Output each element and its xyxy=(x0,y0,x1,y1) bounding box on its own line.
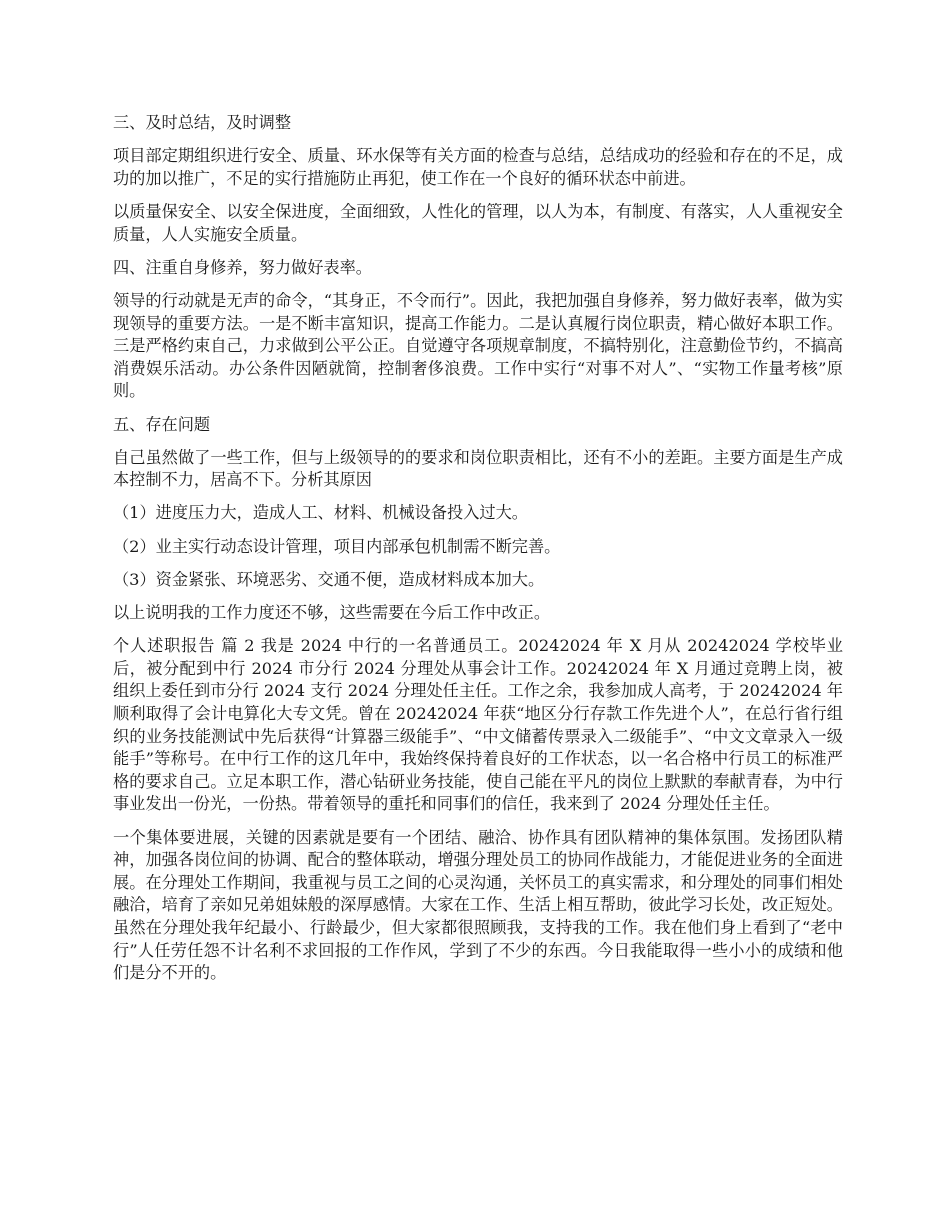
list-item: （1）进度压力大，造成人工、材料、机械设备投入过大。 xyxy=(113,503,528,523)
body-paragraph: 自己虽然做了一些工作，但与上级领导的的要求和岗位职责相比，还有不小的差距。主要方面是生产成本控制不力，居高不下。分析其原因 xyxy=(113,447,843,490)
document-page xyxy=(113,112,843,995)
body-paragraph: 一个集体要进展，关键的因素就是要有一个团结、融洽、协作具有团队精神的集体氛围。发扬团队精神，加强各岗位间的协调、配合的整体联动，增强分理处员工的协同作战能力，才能促进业务的全面进展。在分理处工作期间，我重视与员工之间的心灵沟通，关怀员工的真实需求，和分理处的同事们相处融洽，培育了亲如兄弟姐妹般的深厚感情。大家在工作、生活上相互帮助，彼此学习长处，改正短处。虽然在分理处我年纪最小、行龄最少，但大家都很照顾我，支持我的工作。我在他们身上看到了“老中行”人任劳任怨不计名利不求回报的工作作风，学到了不少的东西。今日我能取得一些小小的成绩和他们是分不开的。 xyxy=(113,827,843,983)
body-paragraph: 以质量保安全、以安全保进度，全面细致，人性化的管理，以人为本，有制度、有落实，人人重视安全质量，人人实施安全质量。 xyxy=(113,201,843,244)
body-paragraph: 个人述职报告 篇 2 我是 2024 中行的一名普通员工。20242024 年 X 月从 20242024 学校毕业后，被分配到中行 2024 市分行 2024 分理处从事会计工作。20242024 年 X 月通过竞聘上岗，被组织上委任到市分行 2024 支行 2024 分理处任主任。工作之余，我参加成人高考，于 20242024 年顺利取得了会计电算化大专文凭。曾在 20242024 年获“地区分行存款工作先进个人”，在总行省行组织的业务技能测试中先后获得“计算器三级能手”、“中文储蓄传票录入二级能手”、“中文文章录入一级能手”等称号。在中行工作的这几年中，我始终保持着良好的工作状态，以一名合格中行员工的标准严格的要求自己。立足本职工作，潜心钻研业务技能，使自己能在平凡的岗位上默默的奉献青春，为中行事业发出一份光，一份热。带着领导的重托和同事们的信任，我来到了 2024 分理处任主任。 xyxy=(113,636,843,814)
body-paragraph: 以上说明我的工作力度还不够，这些需要在今后工作中改正。 xyxy=(113,603,551,623)
section-heading-5: 五、存在问题 xyxy=(113,414,211,434)
section-heading-3: 三、及时总结，及时调整 xyxy=(113,113,292,132)
body-paragraph: 项目部定期组织进行安全、质量、环水保等有关方面的检查与总结，总结成功的经验和存在的不足，成功的加以推广，不足的实行措施防止再犯，使工作在一个良好的循环状态中前进。 xyxy=(113,146,843,188)
section-heading-4: 四、注重自身修养，努力做好表率。 xyxy=(113,257,372,277)
body-paragraph: 领导的行动就是无声的命令，“其身正，不令而行”。因此，我把加强自身修养，努力做好表率，做为实现领导的重要方法。一是不断丰富知识，提高工作能力。二是认真履行岗位职责，精心做好本职工作。三是严格约束自己，力求做到公平公正。自觉遵守各项规章制度，不搞特别化，注意勤俭节约，不搞高消费娱乐活动。办公条件因陋就简，控制奢侈浪费。工作中实行“对事不对人”、“实物工作量考核”原则。 xyxy=(113,290,843,401)
list-item: （3）资金紧张、环境恶劣、交通不便，造成材料成本加大。 xyxy=(113,569,545,589)
list-item: （2）业主实行动态设计管理，项目内部承包机制需不断完善。 xyxy=(113,536,561,556)
